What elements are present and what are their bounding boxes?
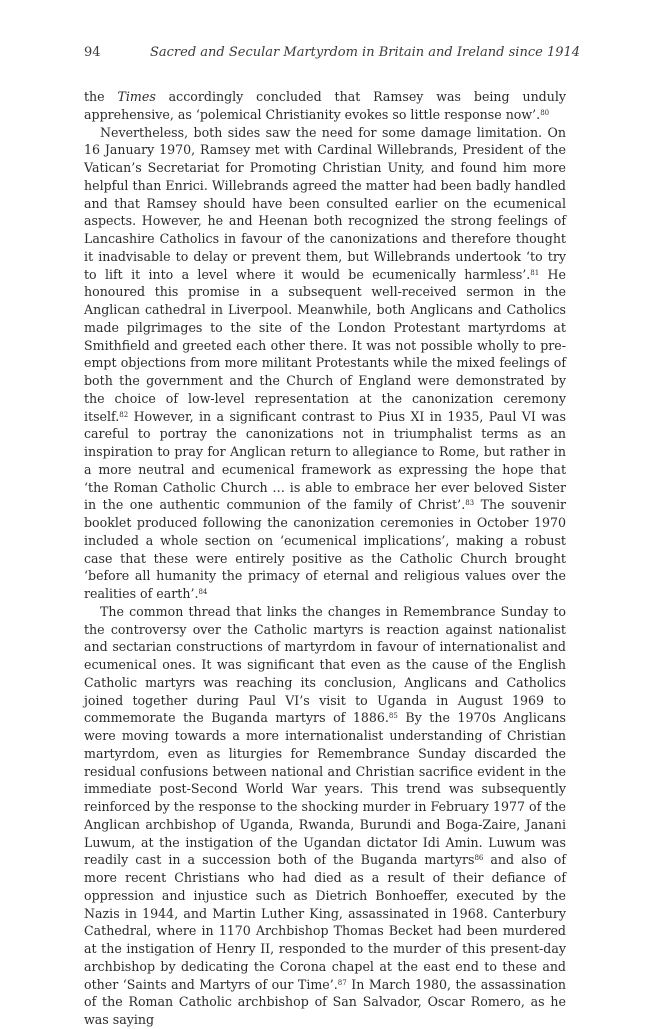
text-run: the (84, 89, 118, 104)
text-run: and also of more recent Christians who had died as a result of their defiance of oppression and injustice such as Dietrich Bonhoeffer, executed by the Nazis in 1944, and Martin Luther King, assassinated in 1968. Canterbury Cathedral, where in 1170 Archbishop Thomas Becket had been murdered at the instigation of Henry II, responded to the murder of this present-day archbishop by dedicating the Corona chapel at the east end to these and other ‘Saints and Martyrs of our Time’. (84, 852, 566, 992)
text-run: By the 1970s Anglicans were moving towards a more internationalist understanding of Christian martyrdom, even as liturgies for Remembrance Sunday discarded the residual confusions between national and Christian sacrifice evident in the immediate post-Second World War years. This trend was subsequently reinforced by the response to the shocking murder in February 1977 of the Anglican archbishop of Uganda, Rwanda, Burundi and Boga-Zaire, Janani Luwum, at the instigation of the Ugandan dictator Idi Amin. Luwum was readily cast in a succession both of the Buganda martyrs (84, 710, 566, 868)
italic-title: Times (117, 89, 156, 104)
page-number: 94 (84, 45, 101, 60)
footnote-ref: 81 (530, 268, 540, 277)
footnote-ref: 83 (465, 499, 475, 508)
text-run: He honoured this promise in a subsequent well-received sermon in the Anglican cathedral in Liverpool. Meanwhile, both Anglicans and Catholics made pilgrimages to the site of the London Protestant martyrdoms at Smithfield and greeted each other there. It was not possible wholly to pre-empt objections from more militant Protestants while the mixed feelings of both the government and the Church of England were demonstrated by the choice of low-level representation at the canonization ceremony itself. (84, 266, 566, 424)
footnote-ref: 86 (474, 854, 484, 863)
text-run: In March 1980, the assassination of the Roman Catholic archbishop of San Salvador, Oscar Romero, as he was saying (84, 976, 566, 1027)
paragraph-1 (84, 88, 566, 124)
footnote-ref: 82 (119, 410, 129, 419)
footnote-ref: 80 (540, 108, 550, 117)
paragraph-3 (84, 603, 566, 1029)
footnote-ref: 85 (388, 712, 398, 721)
body-text (84, 88, 566, 1029)
running-title: Sacred and Secular Martyrdom in Britain and Ireland since 1914 (150, 45, 581, 60)
text-run: The common thread that links the changes in Remembrance Sunday to the controversy over the Catholic martyrs is reaction against nationalist and sectarian constructions of martyrdom in favour of internationalist and ecumenical ones. It was significant that even as the cause of the English Catholic martyrs was reaching its conclusion, Anglicans and Catholics joined together during Paul VI’s visit to Uganda in August 1969 to commemorate the Buganda martyrs of 1886. (84, 603, 566, 726)
text-run: However, in a significant contrast to Pius XI in 1935, Paul VI was careful to portray the canonizations not in triumphalist terms as an inspiration to pray for Anglican return to allegiance to Rome, but rather in a more neutral and ecumenical framework as expressing the hope that ‘the Roman Catholic Church … is able to embrace her ever beloved Sister in the one authentic communion of the family of Christ’. (84, 408, 566, 513)
text-run: accordingly concluded that Ramsey was being unduly apprehensive, as ‘polemical Christianity evokes so little response now’. (84, 89, 566, 122)
text-run: Nevertheless, both sides saw the need for some damage limitation. On 16 January 1970, Ramsey met with Cardinal Willebrands, President of the Vatican’s Secretariat for Promoting Christian Unity, and found him more helpful than Enrici. Willebrands agreed the matter had been badly handled and that Ramsey should have been consulted earlier on the ecumenical aspects. However, he and Heenan both recognized the strong feelings of Lancashire Catholics in favour of the canonizations and therefore thought it inadvisable to delay or prevent them, but Willebrands undertook ‘to try to lift it into a level where it would be ecumenically harmless’. (84, 124, 566, 282)
paragraph-2 (84, 124, 566, 603)
text-run: The souvenir booklet produced following the canonization ceremonies in October 1970 included a whole section on ‘ecumenical implications’, making a robust case that these were entirely positive as the Catholic Church brought ‘before all humanity the primacy of eternal and religious values over the realities of earth’. (84, 497, 566, 601)
footnote-ref: 87 (337, 978, 347, 987)
footnote-ref: 84 (198, 588, 208, 596)
